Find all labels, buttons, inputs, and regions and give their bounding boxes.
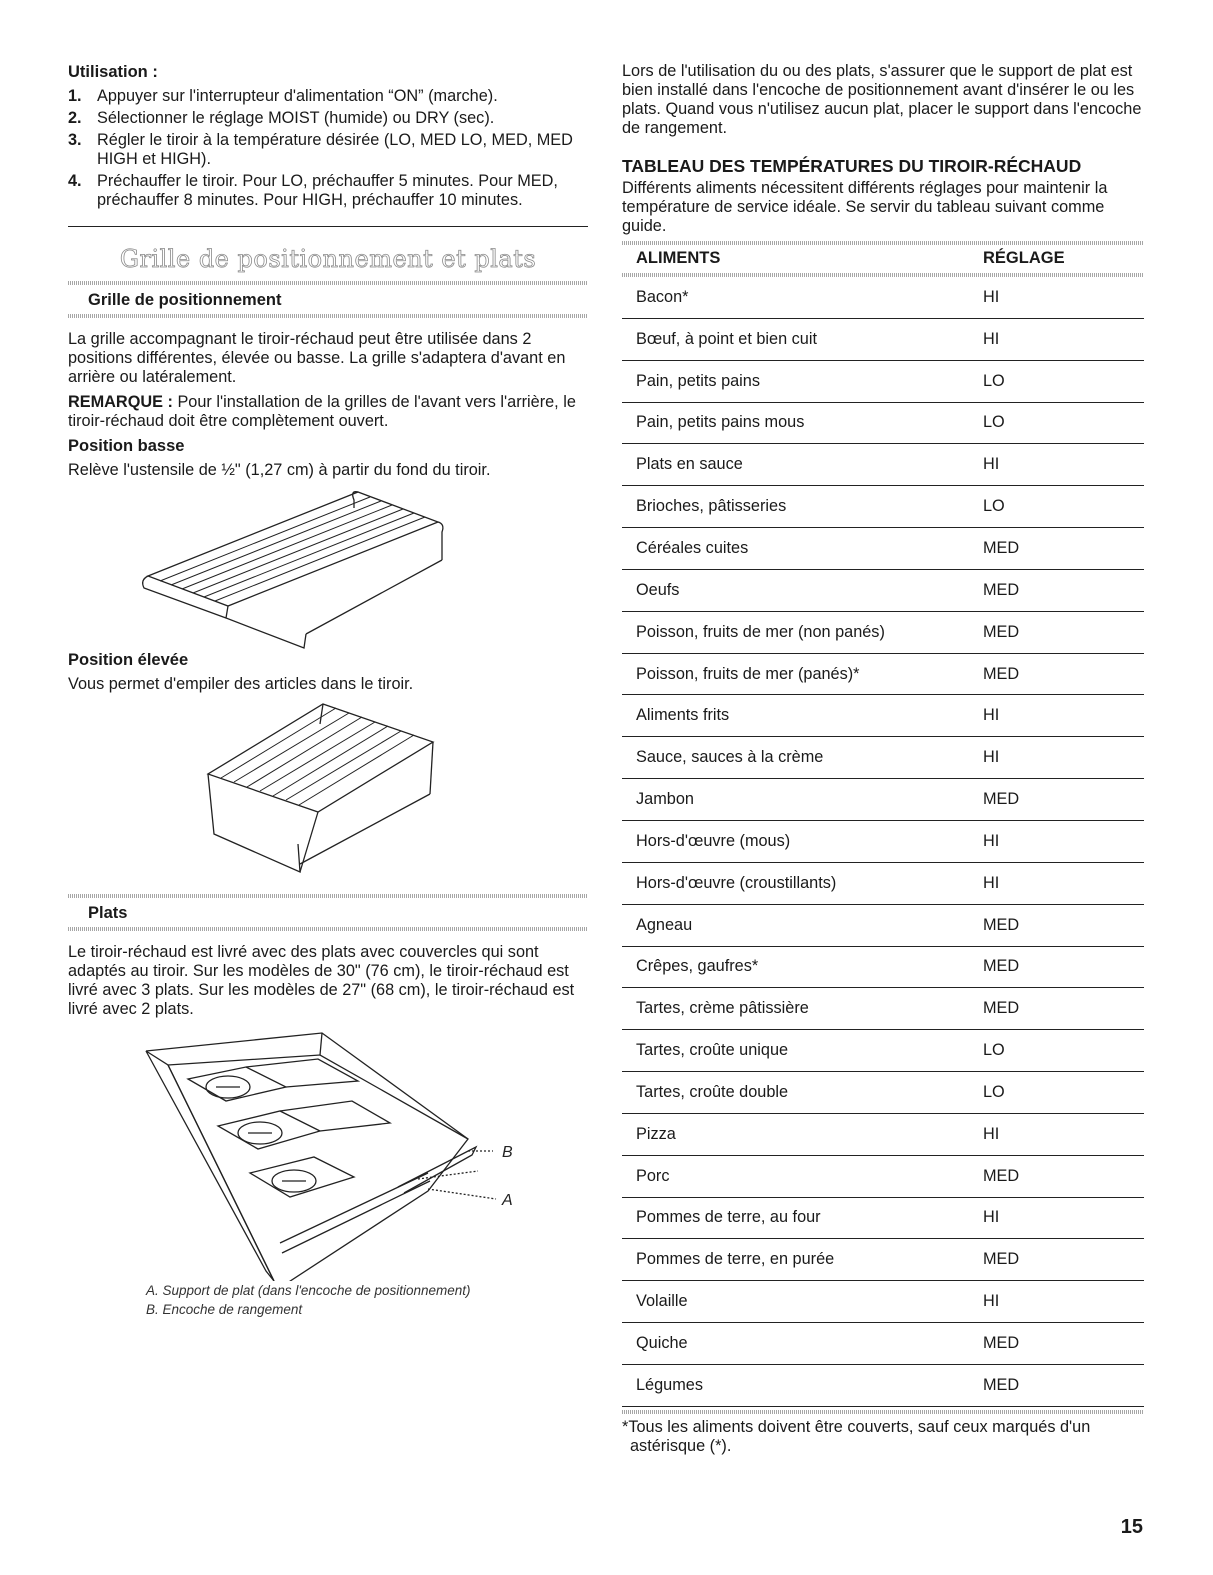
food-cell: Légumes	[636, 1375, 703, 1394]
food-cell: Pizza	[636, 1124, 676, 1143]
table-footnote: *Tous les aliments doivent être couverts, sauf ceux marqués d'un astérisque (*).	[622, 1417, 1091, 1455]
usage-step	[68, 87, 588, 106]
table-row	[622, 1030, 1144, 1072]
table-row	[622, 1198, 1144, 1240]
food-cell: Quiche	[636, 1334, 688, 1353]
food-cell: Aliments frits	[636, 706, 730, 725]
food-cell: Porc	[636, 1166, 670, 1185]
food-cell: Bacon*	[636, 287, 689, 306]
setting-cell: MED	[983, 790, 1020, 809]
food-cell: Jambon	[636, 790, 694, 809]
table-row	[622, 319, 1144, 361]
table-row	[622, 988, 1144, 1030]
dotted-rule	[622, 241, 1144, 245]
setting-cell: MED	[983, 1166, 1020, 1185]
setting-cell: MED	[983, 580, 1020, 599]
note-text: Pour l'installation de la grilles de l'avant vers l'arrière, le tiroir-réchaud doit être complètement ouvert.	[68, 393, 576, 430]
table-row	[622, 737, 1144, 779]
note-label: REMARQUE :	[68, 393, 173, 411]
high-rack-illustration	[68, 694, 588, 886]
food-cell: Volaille	[636, 1292, 688, 1311]
step-text: Préchauffer le tiroir. Pour LO, préchauffer 5 minutes. Pour MED, préchauffer 8 minutes. Pour HIGH, préchauffer 10 minutes.	[97, 172, 558, 209]
rack-note	[68, 393, 588, 431]
setting-cell: MED	[983, 622, 1020, 641]
plates-subheading: Plats	[88, 904, 128, 922]
setting-cell: HI	[983, 831, 1000, 850]
dotted-rule	[68, 314, 588, 318]
setting-cell: MED	[983, 957, 1020, 976]
table-row	[622, 570, 1144, 612]
dotted-rule	[68, 927, 588, 931]
food-cell: Poisson, fruits de mer (panés)*	[636, 664, 860, 683]
setting-cell: HI	[983, 1292, 1000, 1311]
usage-steps	[68, 87, 588, 210]
setting-cell: MED	[983, 1250, 1020, 1269]
label-a: A	[502, 1192, 513, 1209]
step-text: Régler le tiroir à la température désirée (LO, MED LO, MED, MED HIGH et HIGH).	[97, 131, 573, 168]
step-text: Sélectionner le réglage MOIST (humide) ou DRY (sec).	[97, 109, 495, 127]
table-body	[622, 277, 1144, 1407]
setting-cell: LO	[983, 413, 1005, 432]
low-position-text: Relève l'ustensile de ½" (1,27 cm) à partir du fond du tiroir.	[68, 461, 491, 479]
table-row	[622, 654, 1144, 696]
food-cell: Plats en sauce	[636, 455, 743, 474]
low-position-heading: Position basse	[68, 437, 185, 455]
caption-b: B. Encoche de rangement	[146, 1302, 303, 1317]
col-food-header: ALIMENTS	[636, 249, 721, 267]
dotted-rule	[68, 281, 588, 285]
table-row	[622, 1156, 1144, 1198]
setting-cell: HI	[983, 287, 1000, 306]
food-cell: Pommes de terre, au four	[636, 1208, 821, 1227]
temp-table-intro: Différents aliments nécessitent différents réglages pour maintenir la température de service idéale. Se servir du tableau suivant comme guide.	[622, 179, 1108, 235]
food-cell: Oeufs	[636, 580, 680, 599]
drawer-pans-illustration	[68, 1031, 588, 1281]
table-row	[622, 821, 1144, 863]
table-row	[622, 1239, 1144, 1281]
usage-step	[68, 131, 588, 169]
label-b: B	[502, 1144, 513, 1161]
food-cell: Tartes, croûte double	[636, 1082, 789, 1101]
setting-cell: MED	[983, 999, 1020, 1018]
food-cell: Céréales cuites	[636, 538, 749, 557]
setting-cell: MED	[983, 538, 1020, 557]
caption-a: A. Support de plat (dans l'encoche de positionnement)	[146, 1283, 471, 1298]
step-number: 3.	[68, 131, 82, 149]
table-row	[622, 528, 1144, 570]
dotted-rule	[622, 1410, 1144, 1414]
food-cell: Sauce, sauces à la crème	[636, 748, 824, 767]
food-cell: Poisson, fruits de mer (non panés)	[636, 622, 885, 641]
food-cell: Agneau	[636, 915, 693, 934]
setting-cell: HI	[983, 873, 1000, 892]
food-cell: Pommes de terre, en purée	[636, 1250, 835, 1269]
high-position-heading: Position élevée	[68, 651, 189, 669]
food-cell: Brioches, pâtisseries	[636, 497, 787, 516]
food-cell: Crêpes, gaufres*	[636, 957, 759, 976]
rack-subheading: Grille de positionnement	[88, 291, 282, 309]
table-row	[622, 612, 1144, 654]
setting-cell: MED	[983, 664, 1020, 683]
setting-cell: LO	[983, 1041, 1005, 1060]
table-row	[622, 1072, 1144, 1114]
table-row	[622, 403, 1144, 445]
dotted-rule	[622, 273, 1144, 277]
food-cell: Bœuf, à point et bien cuit	[636, 329, 818, 348]
right-column	[622, 62, 1144, 1456]
table-row	[622, 695, 1144, 737]
table-row	[622, 1114, 1144, 1156]
page-number: 15	[1120, 1516, 1143, 1538]
high-position-text: Vous permet d'empiler des articles dans le tiroir.	[68, 675, 414, 693]
setting-cell: HI	[983, 748, 1000, 767]
step-text: Appuyer sur l'interrupteur d'alimentation “ON” (marche).	[97, 87, 498, 105]
table-row	[622, 361, 1144, 403]
setting-cell: HI	[983, 455, 1000, 474]
table-row	[622, 905, 1144, 947]
table-row	[622, 1281, 1144, 1323]
setting-cell: HI	[983, 706, 1000, 725]
usage-step	[68, 109, 588, 128]
table-row	[622, 947, 1144, 989]
food-cell: Pain, petits pains mous	[636, 413, 805, 432]
table-row	[622, 444, 1144, 486]
pan-support-text: Lors de l'utilisation du ou des plats, s'assurer que le support de plat est bien installé dans l'encoche de positionnement avant d'insérer le ou les plats. Quand vous n'utilisez aucun plat, placer le support dans l'encoche de rangement.	[622, 62, 1142, 137]
table-row	[622, 863, 1144, 905]
setting-cell: MED	[983, 1334, 1020, 1353]
usage-heading: Utilisation :	[68, 63, 158, 81]
table-row	[622, 486, 1144, 528]
low-rack-illustration	[68, 480, 588, 650]
table-row	[622, 277, 1144, 319]
setting-cell: LO	[983, 371, 1005, 390]
setting-cell: HI	[983, 1124, 1000, 1143]
table-row	[622, 1365, 1144, 1407]
temp-table-heading: TABLEAU DES TEMPÉRATURES DU TIROIR-RÉCHAUD	[622, 156, 1082, 176]
food-cell: Tartes, crème pâtissière	[636, 999, 809, 1018]
setting-cell: LO	[983, 1082, 1005, 1101]
dotted-rule	[68, 894, 588, 898]
step-number: 1.	[68, 87, 82, 105]
section-title: Grille de positionnement et plats	[119, 245, 537, 273]
step-number: 2.	[68, 109, 82, 127]
rack-intro: La grille accompagnant le tiroir-réchaud peut être utilisée dans 2 positions différentes, élevée ou basse. La grille s'adaptera d'avant en arrière ou latéralement.	[68, 330, 566, 386]
setting-cell: HI	[983, 329, 1000, 348]
food-cell: Pain, petits pains	[636, 371, 760, 390]
table-header	[622, 245, 1144, 273]
table-row	[622, 1323, 1144, 1365]
food-cell: Tartes, croûte unique	[636, 1041, 789, 1060]
col-setting-header: RÉGLAGE	[983, 249, 1065, 267]
food-cell: Hors-d'œuvre (mous)	[636, 831, 791, 850]
step-number: 4.	[68, 172, 82, 190]
setting-cell: MED	[983, 1375, 1020, 1394]
setting-cell: MED	[983, 915, 1020, 934]
left-column	[68, 62, 588, 1319]
food-cell: Hors-d'œuvre (croustillants)	[636, 873, 837, 892]
table-row	[622, 779, 1144, 821]
setting-cell: HI	[983, 1208, 1000, 1227]
setting-cell: LO	[983, 497, 1005, 516]
usage-step	[68, 172, 588, 210]
plates-text: Le tiroir-réchaud est livré avec des plats avec couvercles qui sont adaptés au tiroir. Sur les modèles de 30" (76 cm), le tiroir-réchaud est livré avec 3 plats. Sur les modèles de 27" (68 cm), le tiroir-réchaud est livré avec 2 plats.	[68, 943, 575, 1018]
